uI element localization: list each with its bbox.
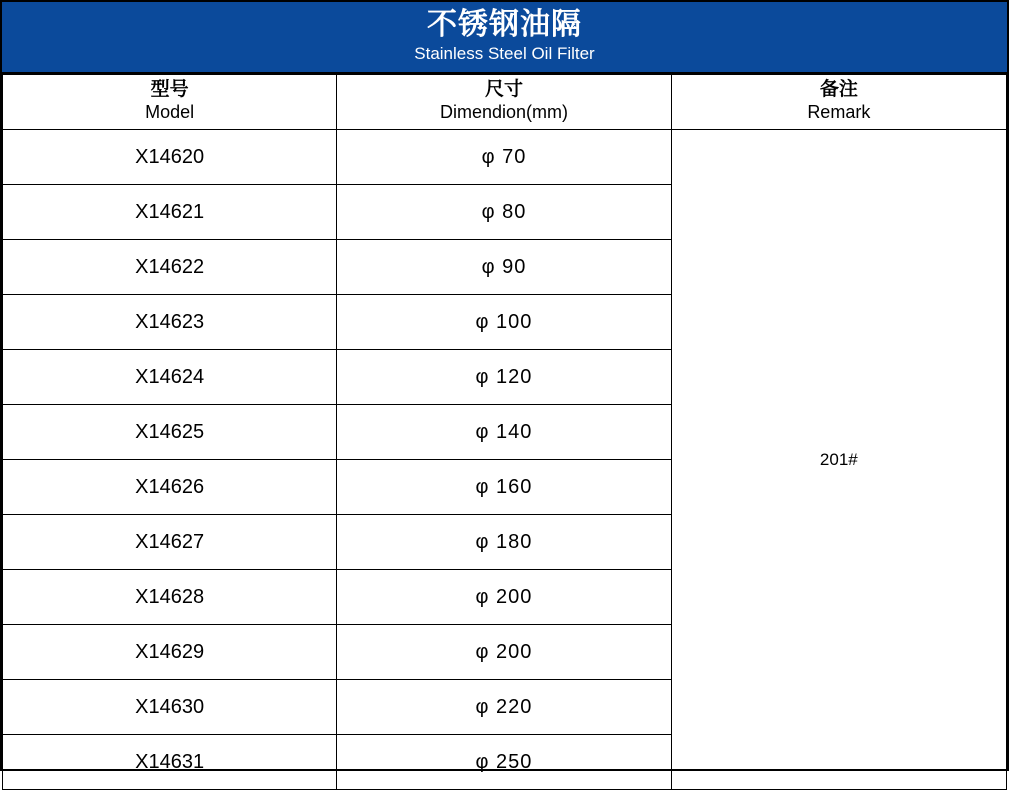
cell-remark: 201# <box>671 130 1006 790</box>
column-header-model <box>3 74 337 129</box>
cell-model: X14624 <box>3 350 337 405</box>
cell-dimension: φ 220 <box>337 680 671 735</box>
column-header-remark-en: Remark <box>807 101 871 122</box>
table-body <box>3 130 1007 790</box>
spec-table <box>2 74 1007 790</box>
column-header-dimension-cn: 尺寸 <box>484 78 523 100</box>
column-header-dimension-en: Dimendion(mm) <box>439 101 568 122</box>
cell-model: X14625 <box>3 405 337 460</box>
cell-model: X14622 <box>3 240 337 295</box>
cell-model: X14631 <box>3 735 337 790</box>
cell-model: X14630 <box>3 680 337 735</box>
column-header-dimension <box>337 74 671 129</box>
title-chinese: 不锈钢油隔 <box>427 8 582 41</box>
cell-model: X14623 <box>3 295 337 350</box>
cell-dimension: φ 80 <box>337 185 671 240</box>
cell-dimension: φ 250 <box>337 735 671 790</box>
cell-dimension: φ 200 <box>337 625 671 680</box>
cell-model: X14620 <box>3 130 337 185</box>
cell-dimension: φ 140 <box>337 405 671 460</box>
cell-dimension: φ 180 <box>337 515 671 570</box>
table-header <box>3 74 1007 129</box>
cell-dimension: φ 120 <box>337 350 671 405</box>
spec-table-wrapper <box>2 74 1007 773</box>
column-header-remark <box>671 74 1006 129</box>
cell-dimension: φ 200 <box>337 570 671 625</box>
cell-model: X14621 <box>3 185 337 240</box>
cell-model: X14629 <box>3 625 337 680</box>
cell-dimension: φ 160 <box>337 460 671 515</box>
table-header-row <box>3 74 1007 129</box>
table-row <box>3 130 1007 185</box>
cell-model: X14628 <box>3 570 337 625</box>
cell-dimension: φ 100 <box>337 295 671 350</box>
column-header-remark-cn: 备注 <box>819 78 858 100</box>
column-header-model-en: Model <box>145 101 195 122</box>
title-banner <box>2 2 1007 74</box>
cell-model: X14627 <box>3 515 337 570</box>
cell-dimension: φ 90 <box>337 240 671 295</box>
cell-dimension: φ 70 <box>337 130 671 185</box>
title-english: Stainless Steel Oil Filter <box>414 43 595 63</box>
cell-model: X14626 <box>3 460 337 515</box>
column-header-model-cn: 型号 <box>150 78 189 100</box>
